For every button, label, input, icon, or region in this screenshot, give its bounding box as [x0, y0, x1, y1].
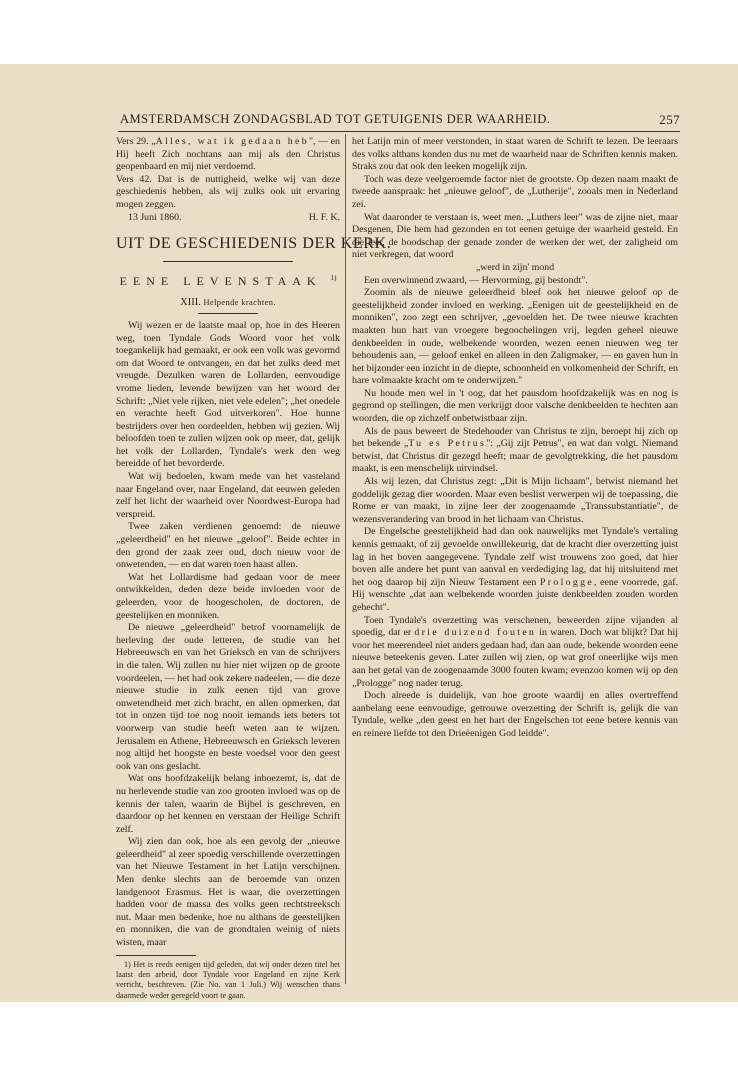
paragraph: Doch alreede is duidelijk, van hoe groote waardij en alles overtreffend aanbelang eene eenvoudige, getrouwe overzetting der Schrift is, gelijk die van Tyndale, welke „den geest en het hart der Engelschen tot eene betere kennis van en reinere liefde tot den Drieëenigen God leidde". [352, 690, 678, 739]
spaced-term: drie duizend fouten [414, 627, 537, 639]
page-number: 257 [659, 112, 680, 127]
right-column [352, 136, 678, 741]
footnote-mark: 1) [330, 273, 337, 282]
chapter-heading [116, 297, 340, 310]
paragraph: het Latijn min of meer verstonden, in staat waren de Schrift te lezen. De leeraars des volks althans konden dus nu met de waarheid naar de Schriften kennis maken. Straks zou dat ook den leeken mogelijk zijn. [352, 136, 678, 173]
paragraph: Als de paus beweert de Stedehouder van Christus te zijn, beroept hij zich op het bekende „Tu es Petrus": „Gij zijt Petrus", en wat dan volgt. Niemand betwist, dat Christus dit gezegd heeft; maar de gevolgtrekking, die het pausdom maakt, is een menschelijk uitvindsel. [352, 425, 678, 475]
chapter-rule [198, 313, 258, 314]
footnote-text: 1) Het is reeds eenigen tijd geleden, dat wij onder dezen titel het laatst den arbeid, door Tyndale voor Engeland en zijne Kerk verricht, beschreven. (Zie No. van 1 Juli.) Wij wenschen thans daarmede weder geregeld voort te gaan. [116, 959, 340, 1000]
poem-line: Een overwinnend zwaard, — Hervorming, gij bestondt". [364, 274, 588, 286]
signoff [116, 212, 340, 225]
paragraph: Toch was deze veelgeroemde factor niet de grootste. Op dezen naam maakt de tweede aanspraak: het „nieuwe geloof", de „Lutherije", zooals men in Nederland zei. [352, 173, 678, 210]
chapter-number: XIII. [180, 297, 201, 309]
footnote [116, 960, 340, 1002]
paragraph: Toen Tyndale's overzetting was verschenen, beweerden zijne vijanden al spoedig, dat er drie duizend fouten in waren. Doch wat blijkt? Dat hij voor het meerendeel niet anders gedaan had, dan aan oude, bekende woorden eene nieuwe beteekenis geven. Later zullen wij zien, op wat grof oneerlijke wijs men aan het getal van de zoogenaamde 3000 fouten kwam; evenzoo komen wij op den „Prologge" nog nader terug. [352, 614, 678, 689]
paragraph: Wij wezen er de laatste maal op, hoe in des Heeren weg, toen Tyndale Gods Woord voor het volk toegankelijk had gemaakt, er ook een volk was gevormd om dat Woord te ontvangen, en dat het zulks deed met vreugde. Dezulken waren de Lollarden, eenvoudige vrome lieden, levende bewijzen van het woord der Schrift: „Niet vele rijken, niet vele edelen"; „het onedele en verachte heeft God uitverkoren". Hoe hunne bestrijders over hen oordeelden, hebben wij gezien. Wij beloofden toen te zullen wijzen ook op meer, dat, gelijk het volk der Lollarden, Tyndale's werk den weg bereidde of het bevorderde. [116, 319, 340, 470]
paragraph: Wat ons hoofdzakelijk belang inboezemt, is, dat de nu herlevende studie van zoo grooten invloed was op de kennis der talen, waarin de Bijbel is geschreven, en daardoor op het kennen en verstaan der Heilige Schrift zelf. [116, 773, 340, 835]
chapter-title: Helpende krachten. [203, 298, 276, 308]
verse-42: Vers 42. Dat is de nuttigheid, welke wij van deze geschiedenis hebben, als wij zulks ook uit ervaring mogen zeggen. [116, 173, 340, 210]
paragraph: Twee zaken verdienen genoemd: de nieuwe „geleerdheid" en het nieuwe „geloof". Beide echter in den grond der zaak zeer oud, doch nieuw voor de onwetenden, — en dat waren toen haast allen. [116, 521, 340, 571]
paragraph: Zoomin als de nieuwe geleerdheid bleef ook het nieuwe geloof op de geestelijkheid zonder invloed en werking. „Eenigen uit de geestelijkheid en de monniken", zoo zegt een schrijver, „gevoelden het. De twee nieuwe krachten maakten hun hart van vroegere begoochelingen vrij, legden geheel nieuwe denkbeelden in oude, welbekende woorden, wezen eenen nieuwen weg ter behoudenis aan, — geloof enkel en alleen in den Zaligmaker, — en gaven hun in het bijzonder een inzicht in de diepte, schoonheid en volkomenheid der Schrift, en hare volmaakte kracht om te onderwijzen." [352, 287, 678, 387]
footnote-rule [116, 955, 196, 956]
paragraph: Wij zien dan ook, hoe als een gevolg der „nieuwe geleerdheid" al zeer spoedig verschillende overzettingen van het Nieuwe Testament in het Latijn verschijnen. Men denke slechts aan de beroemde van onzen landgenoot Erasmus. Het is waar, die overzettingen hadden voor de massa des volks geen rechtstreeksch nut. Maar men bedenke, hoe nu althans de geestelijken en monniken, die van de grondtalen weinig of niets wisten, maar [116, 836, 340, 949]
spaced-term: Prologge [539, 576, 595, 588]
header-rule [118, 131, 680, 132]
paragraph: Als wij lezen, dat Christus zegt: „Dit is Mijn lichaam", betwist niemand het goddelijk gezag dier woorden. Maar even beslist verwerpen wij de toepassing, die Rome er van maakt, in zijne leer der zoogenaamde „Transsubstantiatie", de wezensverandering van brood in het lichaam van Christus. [352, 476, 678, 525]
paragraph: Wat daaronder te verstaan is, weet men. „Luthers leer" was de zijne niet, maar Desgenen, Die hem had gezonden en tot eenen getuige der waarheid gesteld. En die leer, de boodschap der genade zonder de werken der wet, der zaligheid om niet verkregen, dat woord [352, 211, 678, 261]
paragraph: Wat wij bedoelen, kwam mede van het vasteland naar Engeland over, naar Engeland, dat eeuwen geleden zelf het licht der waarheid over Noordwest-Europa had verspreid. [116, 471, 340, 520]
left-column [116, 136, 392, 1001]
spaced-quote: Alles, wat ik gedaan heb [155, 136, 309, 147]
newspaper-title: AMSTERDAMSCH ZONDAGSBLAD TOT GETUIGENIS DER WAARHEID. [120, 112, 551, 126]
running-header [120, 112, 680, 128]
article-subtitle: EENE LEVENSTAAK $^{1)}$ [119, 273, 337, 288]
paragraph: Nu houde men wel in 't oog, dat het pausdom hoofdzakelijk was en nog is gegrond op stellingen, die men verkrijgt door valsche denkbeelden te hechten aan woorden, die op zichzelf onbetwistbaar zijn. [352, 387, 678, 425]
signoff-initials: H. F. K. [308, 211, 340, 223]
paragraph: Wat het Lollardisme had gedaan voor de meer ontwikkelden, deden deze beide invloeden voor de geleerden, voor de hoogescholen, de doctoren, de geestelijken en monniken. [116, 571, 340, 621]
poem-line: „werd in zijn' mond [475, 261, 555, 273]
paragraph: De nieuwe „geleerdheid" betrof voornamelijk de herleving der oude letteren, de studie van het Hebreeuwsch en van het Grieksch en van de schrijvers in die talen. Wij zullen nu hier niet wijzen op de groote voordeelen, — het had ook zekere nadeelen, — die deze nieuwe studie in zulk eenen tijd van grove onwetendheid met zich bracht, en allen opmerken, dat tot in onzen tijd toe nog nooit iemands iets beters tot voorwerp van studie heeft weten aan te wijzen. Jerusalem en Athene, Hebreeuwsch en Grieksch leveren nog altijd het hoogste en beste voedsel voor den geest ook van ons geslacht. [116, 622, 340, 772]
verse-29: Vers 29. „Alles, wat ik gedaan heb", — en Hij heeft Zich nochtans aan mij als den Christus geopenbaard en mij niet verdoemd. [116, 136, 340, 173]
paragraph: De Engelsche geestelijkheid had dan ook nauwelijks met Tyndale's vertaling kennis gemaakt, of zij gevoelde onwillekeurig, dat de kracht dier overzetting juist lag in het boven aangegevene. Tyndale zelf wist trouwens zoo goed, dat hier boven alle andere het punt van aanval en verdediging lag, dat hij uitsluitend met het oog daarop bij zijn Nieuw Testament een Prologge, eene voorrede, gaf. Hij wenschte „dat aan welbekende woorden juiste denkbeelden zouden worden gehecht". [352, 526, 678, 613]
section-rule [163, 261, 293, 262]
column-divider [345, 134, 346, 984]
signoff-date: 13 Juni 1860. [128, 211, 182, 223]
section-title: UIT DE GESCHIEDENIS DER KERK. [116, 235, 392, 253]
spaced-quote: Tu es Petrus [408, 438, 487, 450]
